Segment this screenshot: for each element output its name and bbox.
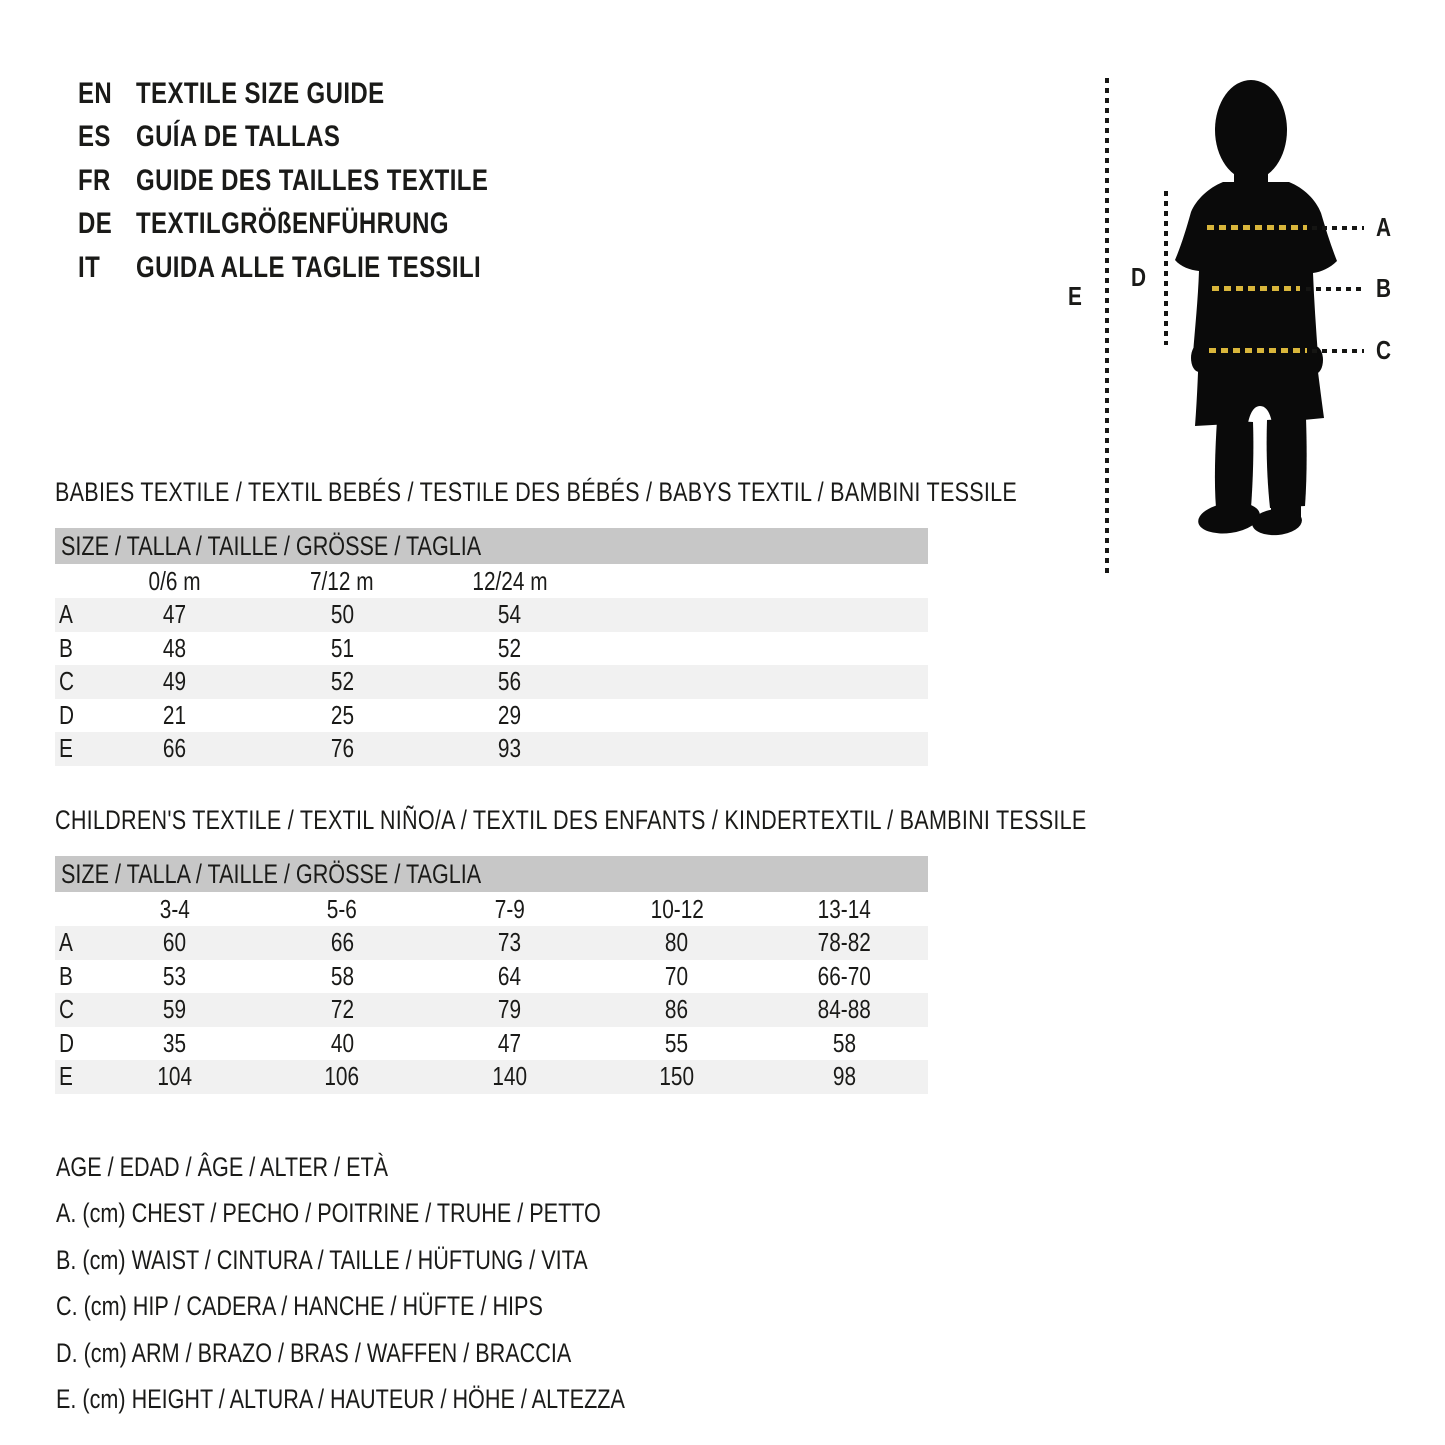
children-section-title: CHILDREN'S TEXTILE / TEXTIL NIÑO/A / TEXTIL DES ENFANTS / KINDERTEXTIL / BAMBINI TESSILE — [55, 805, 1087, 835]
children-col-3-4: 3-4 — [159, 893, 190, 924]
babies-col-7-12m: 7/12 m — [310, 565, 374, 596]
children-row-b: B 53 58 64 70 66-70 — [59, 960, 871, 991]
lang-row-de — [78, 203, 576, 247]
chest-dot-line-a — [1312, 226, 1364, 230]
waist-dot-line-b — [1306, 287, 1364, 291]
lang-code-es: ES — [78, 120, 111, 154]
silhouette-shorts — [1195, 348, 1324, 426]
chest-dash-line-a — [1207, 225, 1307, 230]
children-row-d: D 35 40 47 55 58 — [59, 1027, 856, 1058]
lang-code-de: DE — [78, 207, 113, 241]
lang-code-fr: FR — [78, 163, 111, 197]
measurement-legend — [56, 1144, 767, 1423]
figure-label-d: D — [1131, 262, 1147, 292]
babies-col-12-24m: 12/24 m — [471, 565, 548, 596]
hip-dot-line-c — [1312, 349, 1364, 353]
babies-row-c: C 49 52 56 — [55, 665, 928, 699]
babies-row-d: D 21 25 29 — [59, 699, 522, 730]
babies-row-a: A 47 50 54 — [55, 598, 928, 632]
lang-row-fr — [78, 159, 576, 203]
babies-column-header-row — [55, 564, 928, 598]
figure-label-c: C — [1376, 335, 1392, 365]
children-row-e: E 104 106 140 150 98 — [55, 1060, 928, 1094]
babies-size-header-bar: SIZE / TALLA / TAILLE / GRÖSSE / TAGLIA — [55, 528, 928, 564]
babies-row-e: E 66 76 93 — [55, 732, 928, 766]
figure-label-e: E — [1068, 281, 1082, 311]
hip-dash-line-c — [1209, 348, 1307, 353]
legend-arm: D. (cm) ARM / BRAZO / BRAS / WAFFEN / BRACCIA — [56, 1337, 572, 1368]
title-es: GUÍA DE TALLAS — [136, 120, 341, 154]
legend-chest: A. (cm) CHEST / PECHO / POITRINE / TRUHE / PETTO — [56, 1198, 601, 1229]
title-en: TEXTILE SIZE GUIDE — [136, 76, 385, 110]
babies-row-b: B 48 51 52 — [59, 632, 522, 663]
children-size-header-bar: SIZE / TALLA / TAILLE / GRÖSSE / TAGLIA — [55, 856, 928, 892]
waist-dash-line-b — [1212, 286, 1300, 291]
children-col-13-14: 13-14 — [817, 893, 871, 924]
lang-code-en: EN — [78, 76, 113, 110]
children-col-5-6: 5-6 — [327, 893, 358, 924]
children-column-header-row — [55, 892, 928, 926]
legend-hip: C. (cm) HIP / CADERA / HANCHE / HÜFTE / HIPS — [56, 1291, 543, 1322]
title-de: TEXTILGRÖßENFÜHRUNG — [136, 207, 449, 241]
title-it: GUIDA ALLE TAGLIE TESSILI — [136, 250, 482, 284]
silhouette-torso — [1175, 182, 1337, 356]
legend-waist: B. (cm) WAIST / CINTURA / TAILLE / HÜFTUNG / VITA — [56, 1244, 588, 1275]
lang-row-en — [78, 72, 576, 116]
babies-col-0-6m: 0/6 m — [148, 565, 201, 596]
children-row-a: A 60 66 73 80 78-82 — [55, 926, 928, 960]
children-col-10-12: 10-12 — [650, 893, 704, 924]
legend-age: AGE / EDAD / ÂGE / ALTER / ETÀ — [56, 1151, 389, 1182]
figure-label-b: B — [1376, 273, 1392, 303]
lang-row-it — [78, 246, 576, 290]
lang-code-it: IT — [78, 250, 101, 284]
babies-table — [55, 528, 928, 766]
children-row-c: C 59 72 79 86 84-88 — [55, 993, 928, 1027]
babies-section-title: BABIES TEXTILE / TEXTIL BEBÉS / TESTILE DES BÉBÉS / BABYS TEXTIL / BAMBINI TESSILE — [55, 477, 1018, 507]
legend-height: E. (cm) HEIGHT / ALTURA / HAUTEUR / HÖHE / ALTEZZA — [56, 1384, 625, 1415]
children-table — [55, 856, 928, 1094]
children-col-7-9: 7-9 — [494, 893, 525, 924]
figure-label-a: A — [1376, 212, 1392, 242]
language-title-block — [78, 72, 576, 290]
title-fr: GUIDE DES TAILLES TEXTILE — [136, 163, 489, 197]
lang-row-es — [78, 116, 576, 160]
